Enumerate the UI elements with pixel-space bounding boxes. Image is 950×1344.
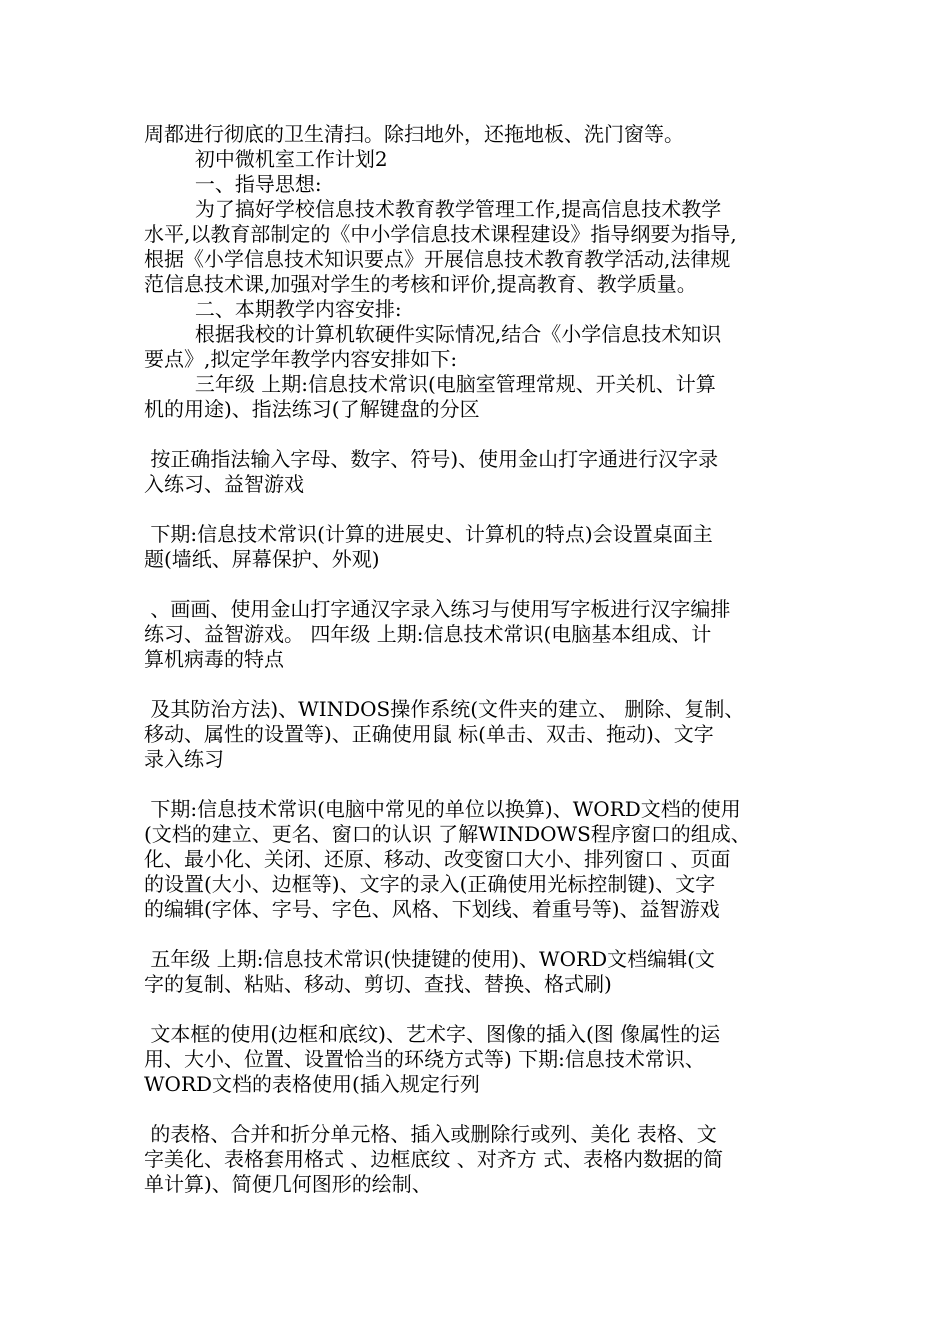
text-line: 化、最小化、关闭、还原、移动、改变窗口大小、排列窗口 、页面 [144,847,731,871]
text-line: 机的用途)、指法练习(了解键盘的分区 [144,397,480,421]
text-line: 题(墙纸、屏幕保护、外观) [144,547,380,571]
text-line: 三年级 上期:信息技术常识(电脑室管理常规、开关机、计算 [144,372,716,396]
blank-line [144,1097,824,1122]
section-heading: 二、本期教学内容安排: [144,297,402,321]
text-line: 入练习、益智游戏 [144,472,304,496]
text-line: 五年级 上期:信息技术常识(快捷键的使用)、WORD文档编辑(文 [144,947,715,971]
blank-line [144,997,824,1022]
text-line: WORD文档的表格使用(插入规定行列 [144,1072,480,1096]
section-heading: 一、指导思想: [144,172,322,196]
text-line: 范信息技术课,加强对学生的考核和评价,提高教育、教学质量。 [144,272,697,296]
text-line: 的设置(大小、边框等)、文字的录入(正确使用光标控制键)、文字 [144,872,716,896]
text-line: 下期:信息技术常识(计算的进展史、计算机的特点)会设置桌面主 [144,522,713,546]
blank-line [144,772,824,797]
text-line: 要点》,拟定学年教学内容安排如下: [144,347,458,371]
text-line: 周都进行彻底的卫生清扫。除扫地外，还拖地板、洗门窗等。 [144,122,684,146]
text-line: 的编辑(字体、字号、字色、风格、下划线、着重号等)、益智游戏 [144,897,720,921]
text-line: 水平,以教育部制定的《中小学信息技术课程建设》指导纲要为指导, [144,222,737,246]
text-line: 及其防治方法)、WINDOS操作系统(文件夹的建立、 删除、复制、 [144,697,745,721]
text-line: 为了搞好学校信息技术教育教学管理工作,提高信息技术教学 [144,197,722,221]
text-line: 录入练习 [144,747,224,771]
text-line: 用、大小、位置、设置恰当的环绕方式等) 下期:信息技术常识、 [144,1047,705,1071]
text-line: 移动、属性的设置等)、正确使用鼠 标(单击、双击、拖动)、文字 [144,722,714,746]
blank-line [144,497,824,522]
text-line: 的表格、合并和折分单元格、插入或删除行或列、美化 表格、文 [144,1122,717,1146]
text-line: 文本框的使用(边框和底纹)、艺术字、图像的插入(图 像属性的运 [144,1022,721,1046]
text-line: 算机病毒的特点 [144,647,284,671]
document-page [144,122,824,1197]
text-line: 根据我校的计算机软硬件实际情况,结合《小学信息技术知识 [144,322,722,346]
blank-line [144,672,824,697]
text-line: 根据《小学信息技术知识要点》开展信息技术教育教学活动,法律规 [144,247,731,271]
blank-line [144,572,824,597]
text-line: 、画画、使用金山打字通汉字录入练习与使用写字板进行汉字编排 [144,597,731,621]
text-line: 字美化、表格套用格式 、边框底纹 、对齐方 式、表格内数据的简 [144,1147,724,1171]
text-line: 字的复制、粘贴、移动、剪切、查找、替换、格式刷) [144,972,612,996]
text-line: 单计算)、简便几何图形的绘制、 [144,1172,432,1196]
blank-line [144,422,824,447]
section-title: 初中微机室工作计划2 [144,147,388,171]
text-line: 按正确指法输入字母、数字、符号)、使用金山打字通进行汉字录 [144,447,719,471]
text-line: 练习、益智游戏。 四年级 上期:信息技术常识(电脑基本组成、计 [144,622,712,646]
blank-line [144,922,824,947]
text-line: 下期:信息技术常识(电脑中常见的单位以换算)、WORD文档的使用 [144,797,741,821]
text-line: (文档的建立、更名、窗口的认识 了解WINDOWS程序窗口的组成、 [144,822,751,846]
